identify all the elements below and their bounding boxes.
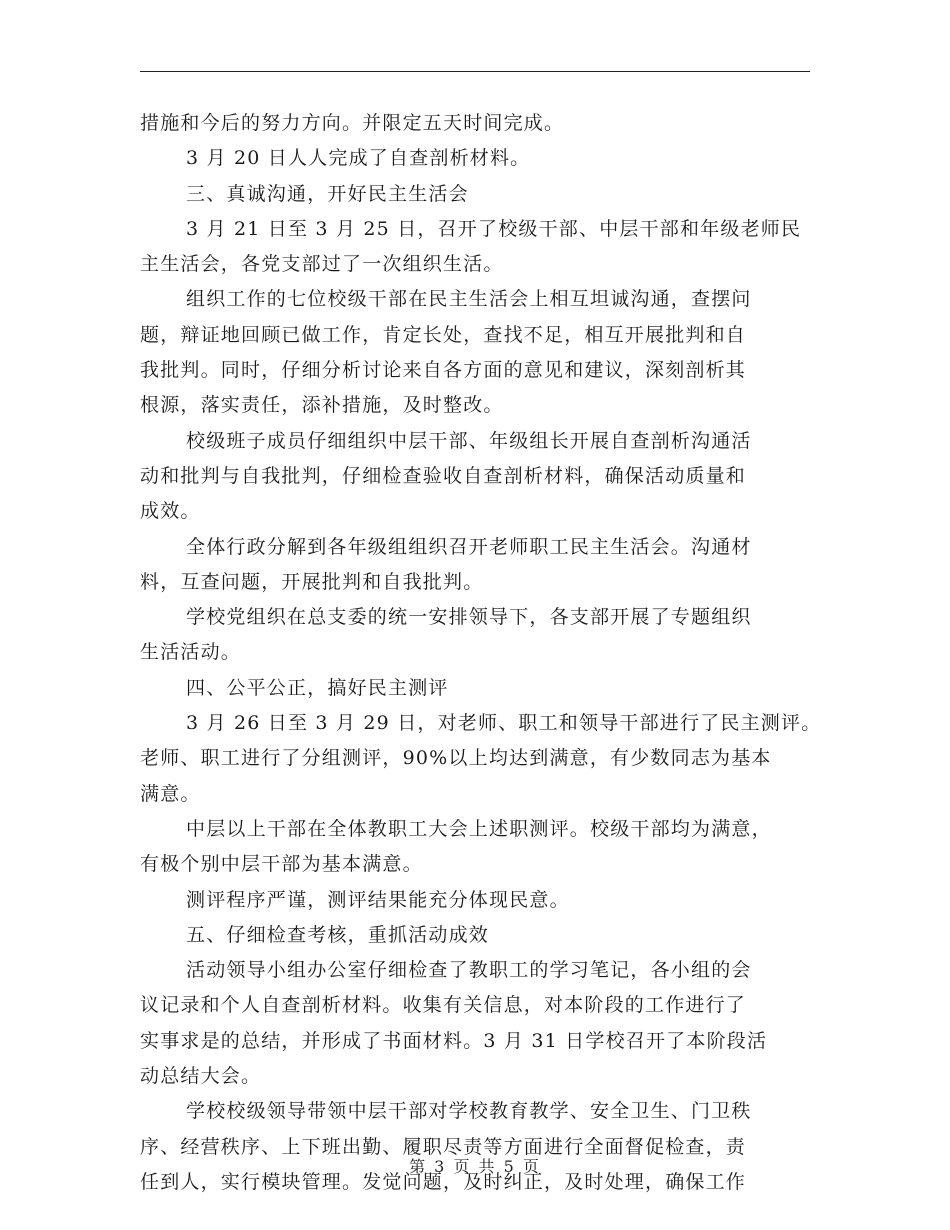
body-text: [140, 106, 830, 1200]
text-line: 议记录和个人自查剖析材料。收集有关信息，对本阶段的工作进行了: [140, 994, 747, 1017]
text-line: 实事求是的总结，并形成了书面材料。3 月 31 日学校召开了本阶段活: [140, 1029, 768, 1052]
text-line: 成效。: [140, 500, 201, 523]
text-line: 学校党组织在总支委的统一安排领导下，各支部开展了专题组织: [186, 606, 752, 629]
text-line: 中层以上干部在全体教职工大会上述职测评。校级干部均为满意，: [186, 817, 772, 840]
text-line: 测评程序严谨，测评结果能充分体现民意。: [186, 888, 570, 911]
text-line: 序、经营秩序、上下班出勤、履职尽责等方面进行全面督促检查，责: [140, 1135, 747, 1158]
header-rule: [140, 71, 810, 72]
text-line: 主生活会，各党支部过了一次组织生活。: [140, 253, 504, 276]
text-line: 我批判。同时，仔细分析讨论来自各方面的意见和建议，深刻剖析其: [140, 359, 747, 382]
text-line: 根源，落实责任，添补措施，及时整改。: [140, 394, 504, 417]
text-line: 校级班子成员仔细组织中层干部、年级组长开展自查剖析沟通活: [186, 429, 752, 452]
text-line: 3 月 20 日人人完成了自查剖析材料。: [186, 147, 531, 170]
text-line: 3 月 26 日至 3 月 29 日，对老师、职工和领导干部进行了民主测评。: [186, 712, 822, 735]
section-heading: 三、真诚沟通，开好民主生活会: [186, 182, 469, 205]
text-line: 活动领导小组办公室仔细检查了教职工的学习笔记，各小组的会: [186, 959, 752, 982]
text-line: 料，互查问题，开展批判和自我批判。: [140, 570, 484, 593]
text-line: 满意。: [140, 782, 201, 805]
section-heading: 五、仔细检查考核，重抓活动成效: [186, 923, 490, 946]
text-line: 老师、职工进行了分组测评，90%以上均达到满意，有少数同志为基本: [140, 747, 772, 770]
text-line: 生活活动。: [140, 641, 242, 664]
text-line: 动和批判与自我批判，仔细检查验收自查剖析材料，确保活动质量和: [140, 464, 747, 487]
text-line: 任到人，实行模块管理。发觉问题，及时纠正，及时处理，确保工作: [140, 1170, 747, 1193]
text-line: 动总结大会。: [140, 1065, 262, 1088]
text-line: 学校校级领导带领中层干部对学校教育教学、安全卫生、门卫秩: [186, 1100, 752, 1123]
text-line: 题，辩证地回顾已做工作，肯定长处，查找不足，相互开展批判和自: [140, 323, 747, 346]
text-line: 组织工作的七位校级干部在民主生活会上相互坦诚沟通，查摆问: [186, 288, 752, 311]
page-number-footer: 第 3 页 共 5 页: [409, 1157, 541, 1176]
section-heading: 四、公平公正，搞好民主测评: [186, 676, 449, 699]
text-line: 3 月 21 日至 3 月 25 日，召开了校级干部、中层干部和年级老师民: [186, 217, 802, 240]
text-line: 措施和今后的努力方向。并限定五天时间完成。: [140, 112, 565, 134]
text-line: 全体行政分解到各年级组组织召开老师职工民主生活会。沟通材: [186, 535, 752, 558]
text-line: 有极个别中层干部为基本满意。: [140, 853, 423, 876]
